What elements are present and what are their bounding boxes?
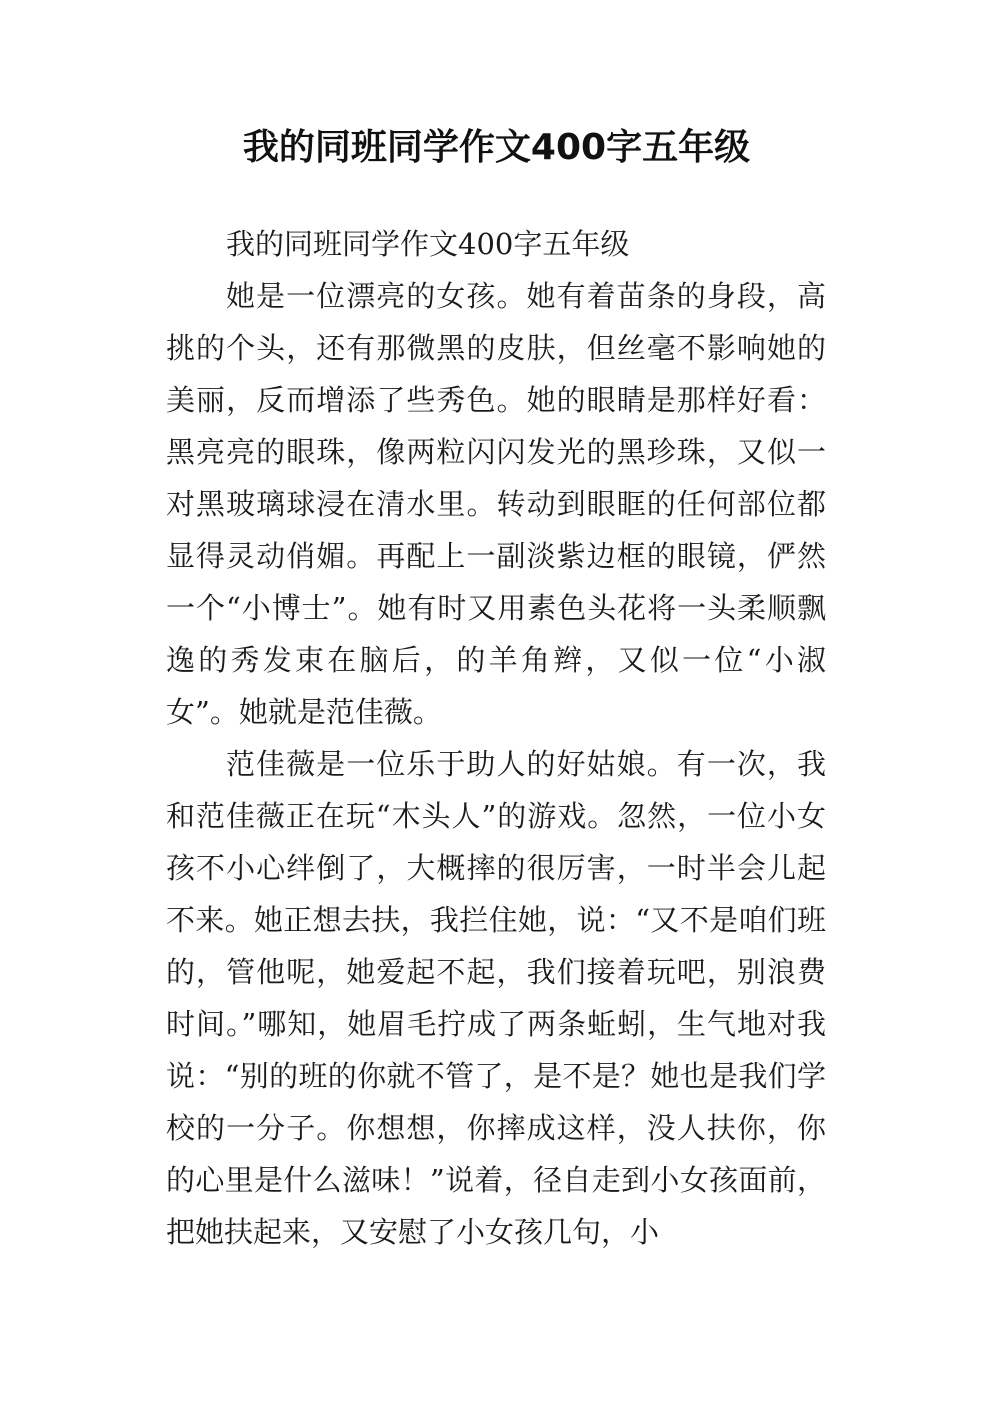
document-body <box>166 218 826 1258</box>
paragraph-1: 她是一位漂亮的女孩。她有着苗条的身段，高挑的个头，还有那微黑的皮肤，但丝毫不影响她的美丽，反而增添了些秀色。她的眼睛是那样好看：黑亮亮的眼珠，像两粒闪闪发光的黑珍珠，又似一对黑玻璃球浸在清水里。转动到眼眶的任何部位都显得灵动俏媚。再配上一副淡紫边框的眼镜，俨然一个“小博士”。她有时又用素色头花将一头柔顺飘逸的秀发束在脑后，的羊角辫，又似一位“小淑女”。她就是范佳薇。 <box>166 279 826 729</box>
paragraph-2: 范佳薇是一位乐于助人的好姑娘。有一次，我和范佳薇正在玩“木头人”的游戏。忽然，一位小女孩不小心绊倒了，大概摔的很厉害，一时半会儿起不来。她正想去扶，我拦住她，说：“又不是咱们班的，管他呢，她爱起不起，我们接着玩吧，别浪费时间。”哪知，她眉毛拧成了两条蚯蚓，生气地对我说：“别的班的你就不管了，是不是？她也是我们学校的一分子。你想想，你摔成这样，没人扶你，你的心里是什么滋味！”说着，径自走到小女孩面前，把她扶起来，又安慰了小女孩几句，小 <box>166 747 826 1249</box>
paragraph-subtitle: 我的同班同学作文400字五年级 <box>226 227 630 261</box>
document-title: 我的同班同学作文400字五年级 <box>242 127 751 168</box>
